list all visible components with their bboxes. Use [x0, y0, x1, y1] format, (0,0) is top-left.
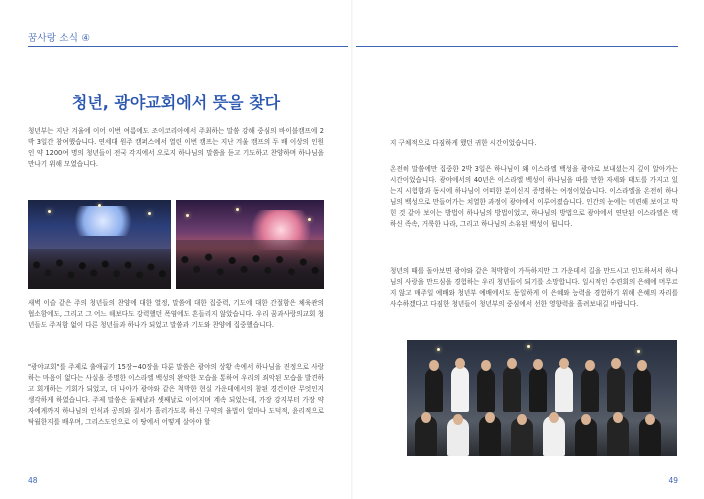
audience-silhouettes [28, 249, 171, 289]
right-paragraph-2: 온전히 말씀에만 집중한 2박 3일은 하나님이 왜 이스라엘 백성을 광야로 보내셨는지 깊이 알아가는 시간이었습니다. 광야에서의 40년은 이스라엘 백성이 하나님을 따를 만한 자세와 태도를 가지고 있는지 시험함과 동시에 하나님이 어떠한 분이신지 증명하는 여정이었습니다. 이스라엘을 온전히 하나님의 백성으로 만들어가는 치열한 과정이 광야에서 이루어졌습니다. 인간의 눈에는 미련해 보이고 막힌 것 같아 보이는 방법이 하나님의 방법이었고, 하나님의 방법으로 광야에서 연단된 이스라엘은 택하신 족속, 거룩한 나라, 그리고 하나님의 소유된 백성이 됩니다. [390, 165, 678, 228]
stage-light [637, 350, 640, 353]
stage-light [437, 348, 440, 351]
stage-light [148, 212, 151, 215]
header-rule [356, 46, 678, 47]
left-paragraph-1: 청년부는 지난 겨울에 이어 이번 여름에도 조이코리아에서 주최하는 말씀 강해 중심의 바이블캠프에 2박 3일간 참여했습니다. 연세대 원주 캠퍼스에서 열린 이번 캠프는 지난 겨울 캠프의 두 배 이상의 인원인 약 1200여 명의 청년들이 전국 각지에서 오로지 하나님의 말씀을 듣고 기도하고 찬양하며 하나님을 만나기 위해 모였습니다. [28, 127, 324, 168]
right-page [352, 0, 704, 499]
stage-light [186, 214, 189, 217]
left-paragraph-2: 새벽 이슬 같은 주의 청년들의 찬양에 대한 열정, 말씀에 대한 집중력, 기도에 대한 간절함은 체육관의 협소함에도, 그리고 그 어느 해보다도 강력했던 폭염에도 흔들리지 않았습니다. 우리 꿈과사랑의교회 청년들도 주저함 없이 다른 청년들과 하나가 되었고 말씀과 기도와 찬양에 집중했습니다. [28, 299, 324, 329]
stage-light [48, 210, 51, 213]
page-number-right: 49 [668, 476, 678, 485]
header-rule [28, 46, 348, 47]
praise-band-photo [176, 200, 324, 289]
page-number-left: 48 [28, 476, 38, 485]
stage-screen-glow [68, 206, 138, 236]
youth-group-photo [407, 340, 677, 456]
stage-light [308, 218, 311, 221]
stage-light [527, 345, 530, 348]
left-paragraph-3: "광야교회"를 주제로 출애굽기 15장~40장을 다룬 말씀은 광야의 상황 속에서 하나님을 진정으로 사랑하는 마음이 없다는 사실을 증명한 이스라엘 백성의 완악한 모습을 통하여 우리의 죄악된 모습을 발견하고 회개하는 기회가 되었고, 더 나아가 광야와 같은 척박한 현실 가운데에서의 참된 경건이란 무엇인지 생각하게 하였습니다. 주제 말씀은 둘째날과 셋째날로 이어지며 계속 되었는데, 가장 강지부터 가장 약자에게까지 하나님의 인식과 공의와 질서가 흘러가도록 하신 구약의 율법이 얼마나 도덕적, 윤리적으로 탁월한지를 배우며, 그리스도인으로 이 땅에서 어떻게 살아야 할 [28, 363, 324, 426]
right-paragraph-3: 청년의 때를 돌아보면 광야와 같은 척박함이 가득하지만 그 가운데서 길을 만드시고 인도하셔서 하나님의 사랑을 만드심을 경험하는 우리 청년들이 되기를 소망합니다. 일시적인 수련회의 은혜에 머무르지 않고 매주일 예배와 청년부 예배에서도 동일하게 이 은혜와 능력을 경험하기 위해 은혜의 자리를 사수하겠다고 다짐한 청년들이 청년부의 중심에서 선한 영향력을 흘려보내길 바랍니다. [390, 267, 678, 308]
group-front-row [407, 406, 677, 456]
section-label: 꿈사랑 소식 ④ [28, 33, 91, 44]
worship-crowd-photo [28, 200, 171, 289]
right-paragraph-1: 지 구체적으로 다짐하게 했던 귀한 시간이었습니다. [390, 139, 537, 147]
group-back-row [407, 362, 677, 412]
article-title: 청년, 광야교회에서 뜻을 찾다 [71, 93, 281, 112]
stage-light [98, 204, 101, 207]
stage-light [236, 208, 239, 211]
raised-hands-silhouettes [176, 240, 324, 289]
